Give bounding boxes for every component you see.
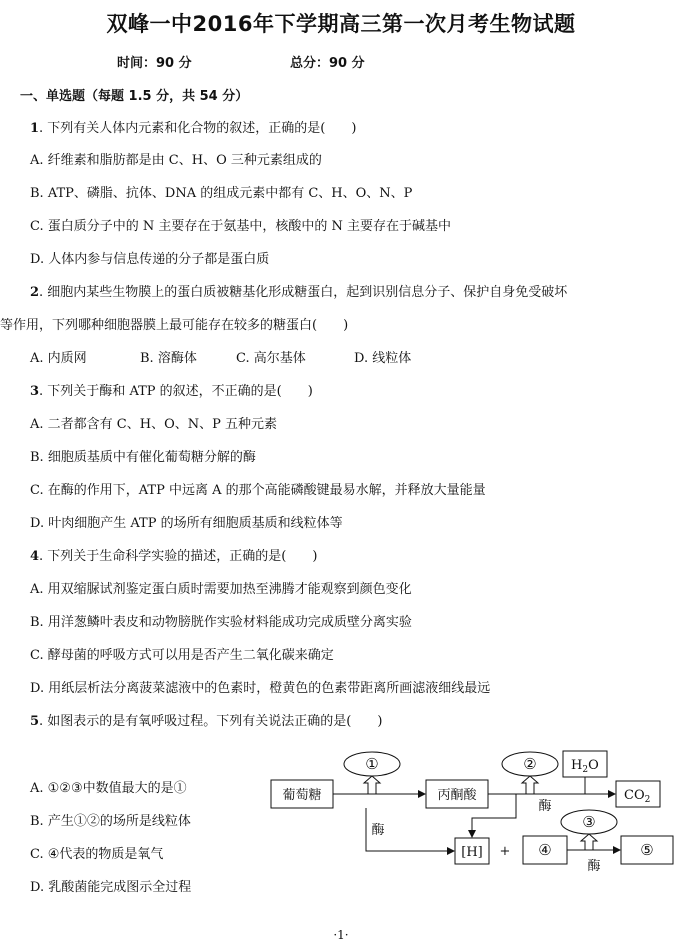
- q4-option-a: A. 用双缩脲试剂鉴定蛋白质时需要加热至沸腾才能观察到颜色变化: [30, 582, 412, 597]
- q5-option-c: C. ④代表的物质是氧气: [30, 847, 164, 862]
- q3-option-a: A. 二者都含有 C、H、O、N、P 五种元素: [30, 417, 277, 432]
- enzyme-label-2: 酶: [371, 823, 385, 838]
- q4-option-b: B. 用洋葱鳞叶表皮和动物膀胱作实验材料能成功完成质壁分离实验: [30, 615, 412, 630]
- plus-sign: +: [499, 844, 511, 859]
- h-label: [H]: [461, 845, 483, 860]
- circle-1-label: ①: [365, 755, 379, 773]
- q1-option-d: D. 人体内参与信息传递的分子都是蛋白质: [30, 252, 270, 267]
- q4-option-c: C. 酵母菌的呼吸方式可以用是否产生二氧化碳来确定: [30, 648, 334, 663]
- q1-option-c: C. 蛋白质分子中的 N 主要存在于氨基中，核酸中的 N 主要存在于碱基中: [30, 219, 452, 234]
- q5-option-b: B. 产生①②的场所是线粒体: [30, 814, 191, 829]
- enzyme-label-1: 酶: [538, 799, 552, 814]
- question-number: 1: [30, 121, 40, 136]
- circle-2-label: ②: [523, 755, 537, 773]
- energy-arrow-1: [364, 776, 380, 794]
- energy-arrow-3: [581, 834, 597, 850]
- q5-option-d: D. 乳酸菌能完成图示全过程: [30, 880, 192, 895]
- question-text: . 下列关于酶和 ATP 的叙述，不正确的是( ): [39, 384, 313, 399]
- question-text: . 如图表示的是有氧呼吸过程。下列有关说法正确的是( ): [39, 714, 383, 729]
- q4-option-d: D. 用纸层析法分离菠菜滤液中的色素时，橙黄色的色素带距离所画滤液细线最远: [30, 681, 491, 696]
- question-text: . 细胞内某些生物膜上的蛋白质被糖基化形成糖蛋白，起到识别信息分子、保护自身免受破坏: [39, 285, 568, 300]
- time-label: 时间：90 分: [117, 56, 192, 71]
- question-number: 2: [30, 285, 40, 300]
- q3-option-b: B. 细胞质基质中有催化葡萄糖分解的酶: [30, 450, 256, 465]
- exam-title: 双峰一中2016年下学期高三第一次月考生物试题: [106, 12, 576, 36]
- q1-option-b: B. ATP、磷脂、抗体、DNA 的组成元素中都有 C、H、O、N、P: [30, 186, 413, 201]
- q2-option-b: B. 溶酶体: [140, 351, 197, 366]
- q2-option-d: D. 线粒体: [354, 351, 412, 366]
- q2-option-a: A. 内质网: [30, 351, 87, 366]
- question-number: 3: [30, 384, 40, 399]
- q3-option-d: D. 叶肉细胞产生 ATP 的场所有细胞质基质和线粒体等: [30, 516, 343, 531]
- co2-label: $CO_2$: [624, 788, 651, 805]
- circle-3-label: ③: [582, 813, 596, 831]
- q5-option-a: A. ①②③中数值最大的是①: [30, 781, 187, 796]
- node-4-label: ④: [538, 841, 552, 859]
- q1-option-a: A. 纤维素和脂肪都是由 C、H、O 三种元素组成的: [30, 153, 322, 168]
- question-2-stem-cont: 等作用，下列哪种细胞器膜上最可能存在较多的糖蛋白( ): [0, 318, 349, 333]
- h2o-label: $H_2O$: [571, 758, 599, 775]
- score-label: 总分：90 分: [290, 56, 365, 71]
- question-number: 5: [30, 714, 40, 729]
- question-text: . 下列关于生命科学实验的描述，正确的是( ): [39, 549, 318, 564]
- q2-option-c: C. 高尔基体: [236, 351, 306, 366]
- arrow-pyruvate-h: [472, 794, 516, 837]
- glucose-label: 葡萄糖: [282, 788, 322, 803]
- section-heading: 一、单选题（每题 1.5 分，共 54 分）: [20, 89, 249, 104]
- page-number: ·1·: [333, 928, 349, 942]
- energy-arrow-2: [522, 776, 538, 794]
- enzyme-label-3: 酶: [587, 859, 601, 874]
- node-5-label: ⑤: [640, 841, 654, 859]
- pyruvate-label: 丙酮酸: [437, 788, 477, 803]
- q3-option-c: C. 在酶的作用下，ATP 中远离 A 的那个高能磷酸键最易水解，并释放大量能量: [30, 483, 486, 498]
- question-number: 4: [30, 549, 40, 564]
- question-text: . 下列有关人体内元素和化合物的叙述，正确的是( ): [39, 121, 357, 136]
